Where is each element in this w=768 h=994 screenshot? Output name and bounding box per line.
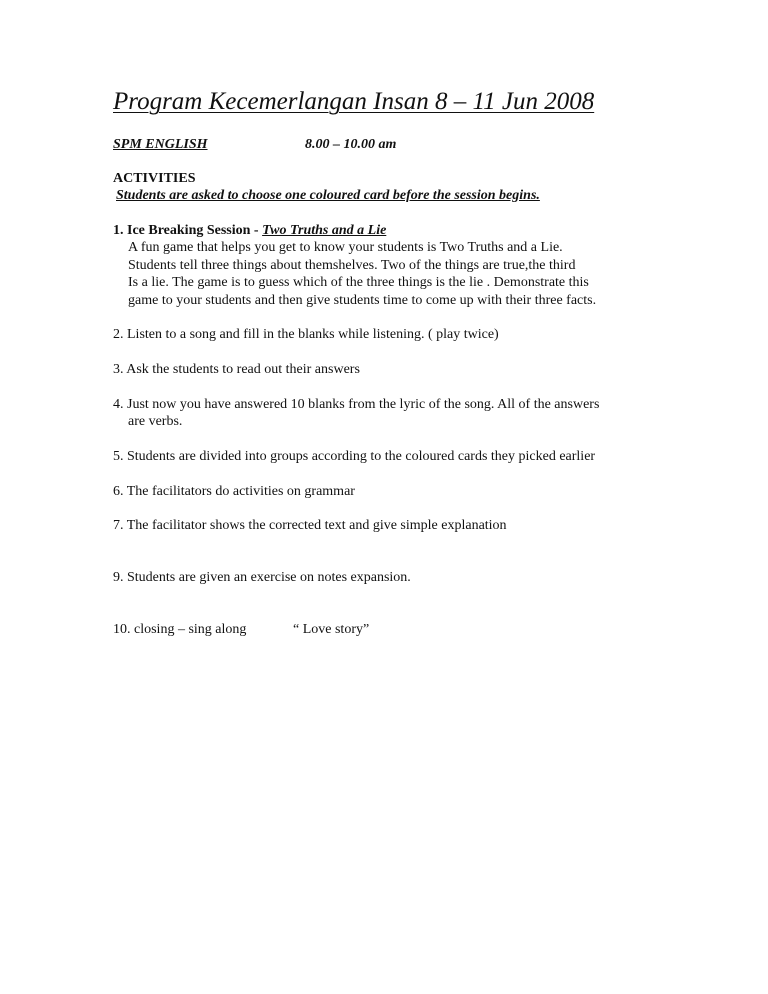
document-title: Program Kecemerlangan Insan 8 – 11 Jun 2008 — [113, 88, 595, 115]
item-10: 10. closing – sing along — [113, 622, 247, 637]
activities-heading: ACTIVITIES — [113, 171, 196, 186]
item-1-line: A fun game that helps you get to know your students is Two Truths and a Lie. — [128, 240, 563, 255]
item-1-line: Is a lie. The game is to guess which of the three things is the lie . Demonstrate this — [128, 275, 589, 290]
item-1-subheading: Two Truths and a Lie — [262, 223, 387, 238]
item-1-line: Students tell three things about themshelves. Two of the things are true,the third — [128, 258, 576, 273]
item-2: 2. Listen to a song and fill in the blanks while listening. ( play twice) — [113, 327, 499, 342]
item-5: 5. Students are divided into groups according to the coloured cards they picked earlier — [113, 449, 596, 464]
item-1-label: 1. Ice Breaking Session - — [113, 223, 263, 238]
instruction-note: Students are asked to choose one coloured card before the session begins. — [116, 188, 540, 203]
session-time: 8.00 – 10.00 am — [305, 137, 397, 152]
item-1-line: game to your students and then give students time to come up with their three facts. — [128, 293, 597, 308]
item-7: 7. The facilitator shows the corrected text and give simple explanation — [113, 518, 507, 533]
item-9: 9. Students are given an exercise on notes expansion. — [113, 570, 411, 585]
song-title: “ Love story” — [293, 622, 370, 637]
item-3: 3. Ask the students to read out their answers — [113, 362, 360, 377]
item-1-heading — [113, 223, 386, 239]
item-4-continuation: are verbs. — [128, 414, 183, 429]
item-4: 4. Just now you have answered 10 blanks from the lyric of the song. All of the answers — [113, 397, 600, 412]
subject-label: SPM ENGLISH — [113, 137, 208, 152]
item-6: 6. The facilitators do activities on grammar — [113, 484, 355, 499]
